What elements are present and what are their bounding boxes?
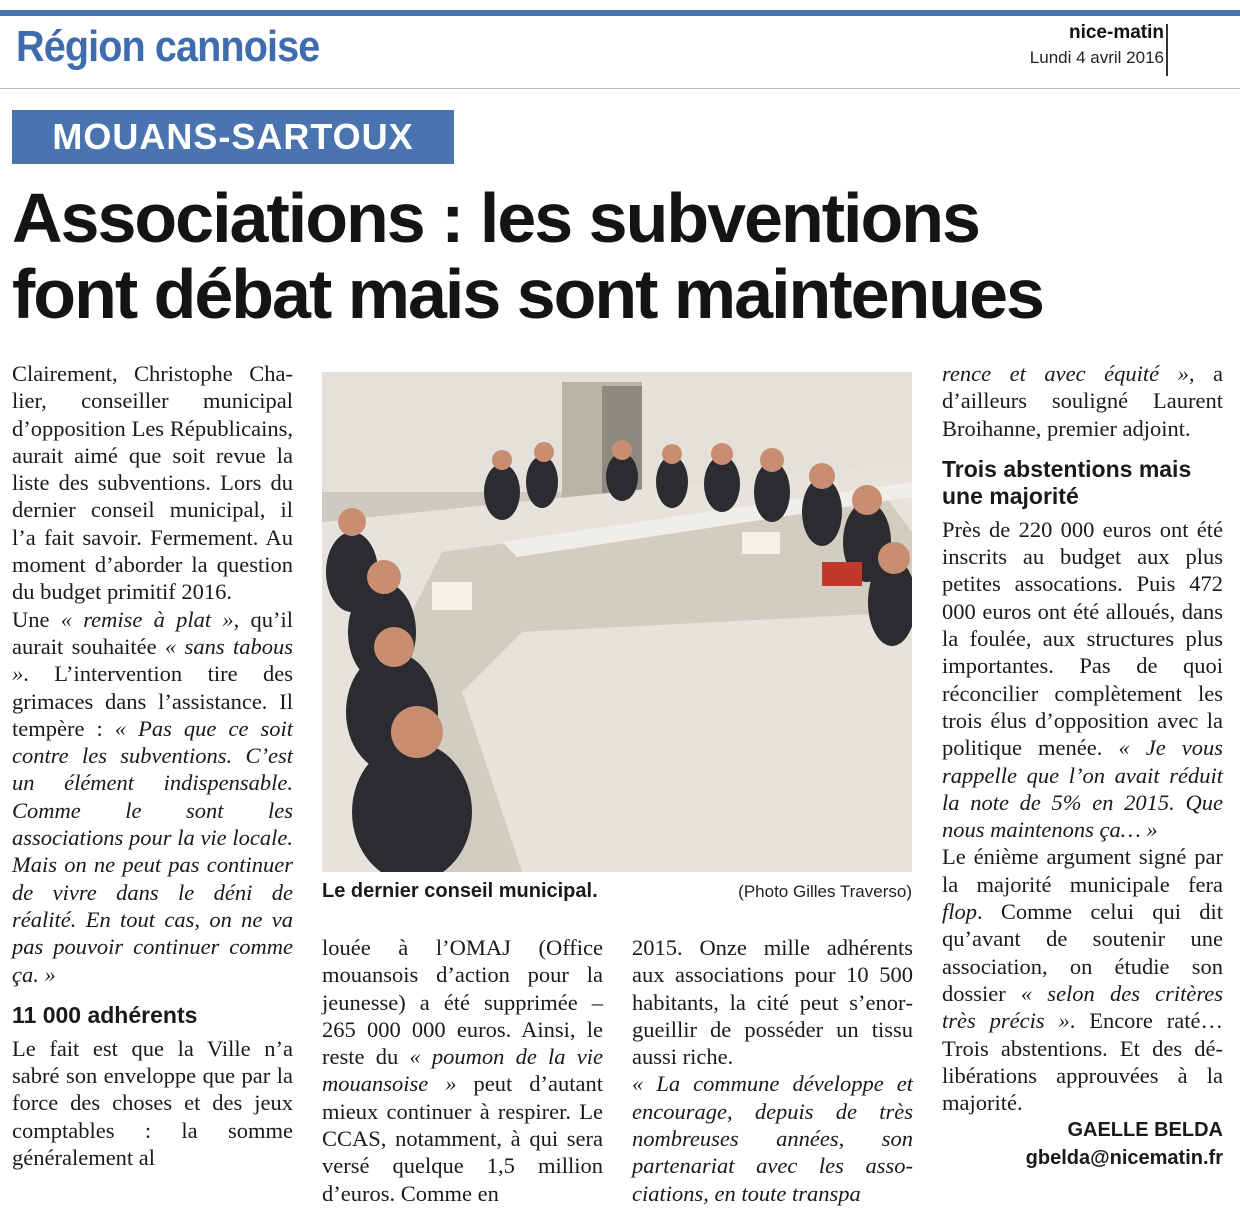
issue-date: Lundi 4 avril 2016 (1029, 48, 1164, 67)
photo-credit: (Photo Gilles Traverso) (738, 882, 912, 901)
paragraph: Clairement, Christophe Chalier, conseiller municipal d’opposition Les Républicains, aurait aimé que soit revue la liste des subventions. Lors du dernier conseil municipal, il l’a fait savoir. Fermement. Au moment d’aborder la question du budget primitif 2016. (12, 361, 293, 605)
newspaper-name: nice-matin (1068, 22, 1164, 43)
masthead (1030, 22, 1164, 68)
section-title: Région cannoise (16, 22, 320, 71)
author-email: gbelda@nicematin.fr (1025, 1147, 1223, 1170)
headline (12, 180, 1232, 332)
paragraph: Près de 220 000 euros ont été inscrits au budget aux plus petites assocations. Puis 472 000 euros ont été alloués, dans la foulée, aux structures plus importantes. Pas de quoi réconcilier complètement les trois élus d’opposition avec la politique menée. « Je vous rappelle que l’on avait réduit la note de 5% en 2015. Que nous maintenons ça… » (942, 516, 1224, 843)
paragraph: Le énième argument signé par la majorité municipale fera flop. Comme celui qui dit qu’avant de soutenir une association, on étudie son dossier « selon des critères très précis ». Encore raté… Trois abstentions. Et des délibérations approuvées à la majorité. (942, 844, 1223, 1116)
article-column-1 (12, 360, 293, 1171)
masthead-divider (1166, 24, 1168, 76)
location-kicker: MOUANS-SARTOUX (12, 110, 454, 164)
paragraph: rence et avec équité », a d’ailleurs souligné Laurent Broihanne, premier adjoint. (942, 361, 1223, 441)
subheading: Trois abstentions mais une majorité (942, 455, 1192, 509)
quote-paragraph: « La commune développe et encourage, depuis de très nombreuses années, son partenariat avec les associations, en toute transpa (632, 1071, 913, 1206)
photo-caption (322, 880, 912, 908)
header-rule (0, 88, 1240, 89)
article-column-4 (942, 360, 1223, 1172)
article-column-3 (632, 934, 913, 1207)
author-name: GAELLE BELDA (1067, 1119, 1223, 1142)
paragraph: Le fait est que la Ville n’a sabré son enveloppe que par la force des choses et des jeux comptables : la somme généralement al (12, 1035, 293, 1171)
headline-line-1: Associations : les subventions (12, 179, 979, 257)
subheading: 11 000 adhérents (12, 1001, 198, 1028)
headline-line-2: font débat mais sont maintenues (12, 255, 1043, 333)
article-column-2 (322, 934, 603, 1207)
council-meeting-photo (322, 372, 912, 872)
photo-illustration (322, 372, 912, 872)
paragraph: louée à l’OMAJ (Office mouansois d’action pour la jeunesse) a été supprimée – 265 000 000 euros. Ainsi, le reste du « poumon de la vie mouansoise » peut d’autant mieux continuer à respirer. Le CCAS, notamment, à qui sera versé quelque 1,5 million d’euros. Comme en (322, 935, 603, 1206)
caption-text: Le dernier conseil municipal. (322, 880, 598, 902)
paragraph: Une « remise à plat », qu’il aurait souhaitée « sans tabous ». L’intervention tire des grimaces dans l’assistance. Il tempère : « Pas que ce soit contre les subventions. C’est un élément indispensable. Comme le sont les associations pour la vie locale. Mais on ne peut pas continuer de vivre dans le déni de réalité. En tout cas, on ne va pas pouvoir continuer comme ça. » (12, 606, 293, 987)
paragraph: 2015. Onze mille adhérents aux associations pour 10 500 habitants, la cité peut s’enorgueillir de posséder un tissu aussi riche. (632, 935, 913, 1070)
top-color-bar (0, 10, 1240, 16)
